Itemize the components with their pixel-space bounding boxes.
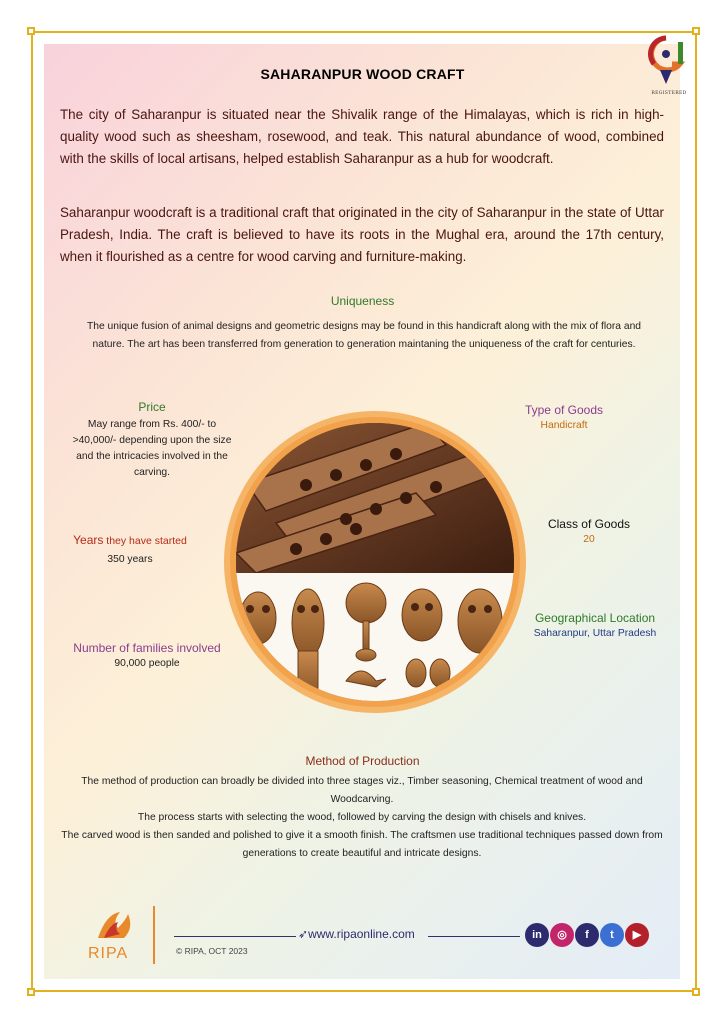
footer-rule-right — [428, 936, 520, 937]
class-of-goods-block — [530, 516, 648, 548]
page-title: SAHARANPUR WOOD CRAFT — [260, 66, 465, 82]
location-heading: Geographical Location — [534, 611, 656, 625]
linkedin-icon[interactable]: in — [525, 923, 549, 947]
copyright-text: © RIPA, OCT 2023 — [176, 946, 248, 956]
price-block — [72, 399, 232, 481]
location-block — [520, 610, 670, 642]
class-of-goods-heading: Class of Goods — [547, 517, 631, 531]
footer-rule-left — [174, 936, 296, 937]
frame-corner — [692, 27, 700, 35]
pointer-icon: ➶ — [298, 927, 309, 941]
twitter-icon[interactable]: t — [600, 923, 624, 947]
class-of-goods-value: 20 — [583, 534, 595, 545]
youtube-icon[interactable]: ▶ — [625, 923, 649, 947]
ripa-logo-text: RIPA — [88, 945, 129, 962]
website-link[interactable] — [298, 927, 415, 941]
years-block — [60, 532, 200, 568]
method-text — [60, 773, 664, 863]
intro-paragraph-2: Saharanpur woodcraft is a traditional craft that originated in the city of Saharanpur in the state of Uttar Pradesh, India. The craft is believed to have its roots in the Mughal era, around the 17th century, when it flourished as a centre for wood carving and furniture-making. — [60, 205, 664, 264]
type-of-goods-block — [508, 402, 620, 434]
type-of-goods-value: Handicraft — [540, 420, 588, 431]
facebook-icon[interactable]: f — [575, 923, 599, 947]
years-heading: Years — [73, 533, 104, 547]
craft-image-ring — [230, 417, 520, 707]
website-url: www.ripaonline.com — [308, 927, 415, 941]
families-value: 90,000 people — [114, 658, 180, 669]
price-text: May range from Rs. 400/- to >40,000/- depending upon the size and the intricacies involved in the carving. — [72, 419, 232, 478]
registered-label: REGISTERED — [651, 91, 687, 96]
ripa-flame-icon — [88, 910, 138, 942]
families-block — [64, 640, 230, 672]
method-line-3: The carved wood is then sanded and polished to give it a smooth finish. The craftsmen use traditional techniques passed down from generations to create beautiful and intricate designs. — [61, 830, 663, 859]
years-value: 350 years — [107, 554, 153, 565]
footer-divider — [153, 906, 155, 964]
years-heading-suffix: they have started — [106, 535, 187, 547]
wood-carvings-illustration — [236, 423, 514, 701]
instagram-icon[interactable]: ◎ — [550, 923, 574, 947]
location-value: Saharanpur, Uttar Pradesh — [533, 628, 657, 639]
families-heading: Number of families involved — [73, 641, 221, 655]
price-heading: Price — [138, 400, 166, 414]
method-heading: Method of Production — [305, 754, 420, 768]
gi-registered-badge — [646, 34, 692, 96]
type-of-goods-heading: Type of Goods — [524, 403, 604, 417]
uniqueness-text: The unique fusion of animal designs and geometric designs may be found in this handicraft along with the mix of flora and nature. The art has been transferred from generation to generation maintaning the uniqueness of the craft for centuries. — [86, 321, 642, 350]
frame-corner — [692, 988, 700, 996]
intro-paragraph-1: The city of Saharanpur is situated near the Shivalik range of the Himalayas, which is rich in high-quality wood such as sheesham, rosewood, and teak. This natural abundance of wood, combined with the skills of local artisans, helped establish Saharanpur as a hub for woodcraft. — [60, 107, 664, 166]
ripa-logo — [88, 910, 138, 964]
frame-corner — [27, 27, 35, 35]
method-line-2: The process starts with selecting the wood, followed by carving the design with chisels and knives. — [137, 812, 587, 823]
frame-corner — [27, 988, 35, 996]
craft-photo — [236, 423, 514, 701]
uniqueness-heading: Uniqueness — [330, 294, 395, 308]
method-line-1: The method of production can broadly be divided into three stages viz., Timber seasoning, Chemical treatment of wood and Woodcarving. — [81, 776, 643, 805]
